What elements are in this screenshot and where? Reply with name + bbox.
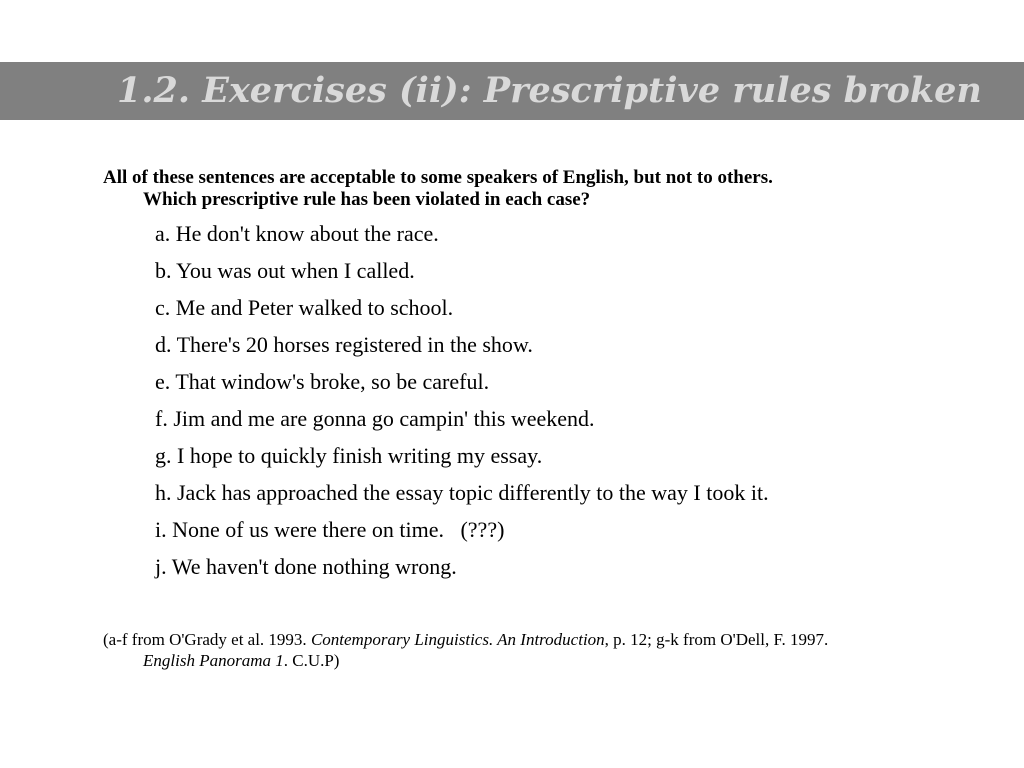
source-citation xyxy=(103,629,983,671)
example-sentence-c: c. Me and Peter walked to school. xyxy=(155,295,454,320)
citation-text-1: (a-f from O'Grady et al. 1993. xyxy=(103,630,311,649)
example-sentence-e: e. That window's broke, so be careful. xyxy=(155,369,490,394)
example-sentence-h: h. Jack has approached the essay topic differently to the way I took it. xyxy=(155,480,769,505)
instructions xyxy=(103,167,943,211)
example-sentence-j: j. We haven't done nothing wrong. xyxy=(155,554,457,579)
title-bar xyxy=(0,62,1024,120)
instructions-line-2: Which prescriptive rule has been violated in each case? xyxy=(143,189,591,210)
citation-text-3: . C.U.P) xyxy=(283,651,340,670)
instructions-line-1: All of these sentences are acceptable to some speakers of English, but not to others. xyxy=(103,167,773,188)
example-sentence-i: i. None of us were there on time. (???) xyxy=(155,517,505,542)
citation-book-title-2: English Panorama 1 xyxy=(143,651,284,670)
example-sentence-b: b. You was out when I called. xyxy=(155,258,415,283)
citation-line-2 xyxy=(103,650,983,671)
citation-text-2: , p. 12; g-k from O'Dell, F. 1997. xyxy=(604,630,829,649)
example-sentence-d: d. There's 20 horses registered in the show. xyxy=(155,332,533,357)
citation-book-title-1: Contemporary Linguistics. An Introduction xyxy=(310,630,605,649)
slide-title: 1.2. Exercises (ii): Prescriptive rules broken xyxy=(117,70,982,111)
example-sentence-f: f. Jim and me are gonna go campin' this weekend. xyxy=(155,406,595,431)
example-sentence-a: a. He don't know about the race. xyxy=(155,221,439,246)
example-sentence-g: g. I hope to quickly finish writing my essay. xyxy=(155,443,543,468)
example-sentence-list xyxy=(155,219,769,589)
